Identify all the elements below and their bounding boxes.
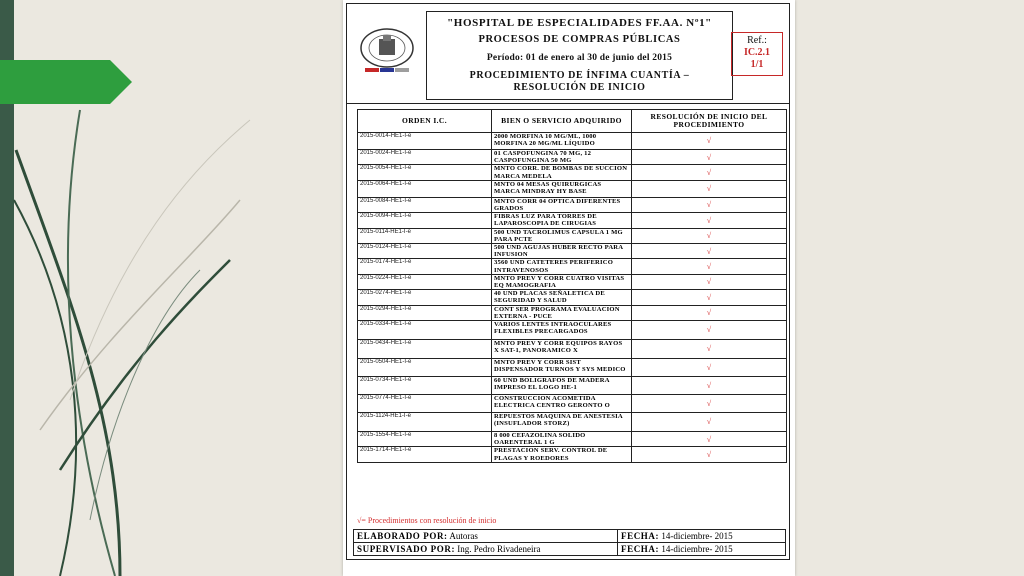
order-cell: 2015-0294-HE1-I-e <box>358 305 492 320</box>
item-cell: 3560 UND CATETERES PERIFERICO INTRAVENOSOS <box>492 259 632 274</box>
resolution-check-cell: √ <box>632 197 787 212</box>
order-cell: 2015-0054-HE1-I-e <box>358 165 492 180</box>
order-cell: 2015-0734-HE1-I-e <box>358 377 492 395</box>
item-cell: CONT SER PROGRAMA EVALUACION EXTERNA - PUCE <box>492 305 632 320</box>
fecha1-value: 14-diciembre- 2015 <box>661 531 733 541</box>
table-row <box>358 150 787 165</box>
legend-note: √= Procedimientos con resolución de inicio <box>357 516 497 525</box>
procurement-table <box>357 109 787 463</box>
header-item: BIEN O SERVICIO ADQUIRIDO <box>492 110 632 133</box>
item-cell: 40 UND PLACAS SEÑALETICA DE SEGURIDAD Y SALUD <box>492 290 632 305</box>
table-row <box>358 259 787 274</box>
table-row <box>358 197 787 212</box>
item-cell: MNTO PREV Y CORR EQUIPOS RAYOS X SAT-1, PANORAMICO X <box>492 340 632 359</box>
fecha2-value: 14-diciembre- 2015 <box>661 544 733 554</box>
order-cell: 2015-0064-HE1-I-e <box>358 180 492 197</box>
procedure-title: PROCEDIMIENTO DE ÍNFIMA CUANTÍA – <box>469 70 690 81</box>
resolution-check-cell: √ <box>632 395 787 413</box>
table-row <box>358 244 787 259</box>
item-cell: MNTO CORR. DE BOMBAS DE SUCCION MARCA MEDELA <box>492 165 632 180</box>
elaborado-label: ELABORADO POR: <box>357 531 448 541</box>
order-cell: 2015-0014-HE1-I-e <box>358 133 492 150</box>
item-cell: VARIOS LENTES INTRAOCULARES FLEXIBLES PRECARGADOS <box>492 321 632 340</box>
resolution-check-cell: √ <box>632 180 787 197</box>
resolution-check-cell: √ <box>632 290 787 305</box>
elaborado-value: Autoras <box>449 531 478 541</box>
resolution-check-cell: √ <box>632 213 787 228</box>
resolution-check-cell: √ <box>632 165 787 180</box>
document-page <box>343 0 795 576</box>
item-cell: 60 UND BOLIGRAFOS DE MADERA IMPRESO EL LOGO HE-1 <box>492 377 632 395</box>
order-cell: 2015-0434-HE1-I-e <box>358 340 492 359</box>
resolution-check-cell: √ <box>632 321 787 340</box>
supervisado-label: SUPERVISADO POR: <box>357 544 456 554</box>
table-row <box>358 133 787 150</box>
ref-label: Ref.: <box>747 35 767 46</box>
fecha2-label: FECHA: <box>621 544 660 554</box>
table-row <box>358 413 787 432</box>
order-cell: 2015-0504-HE1-I-e <box>358 359 492 377</box>
item-cell: 01 CASPOFUNGINA 70 MG, 12 CASPOFUNGINA 50 MG <box>492 150 632 165</box>
order-cell: 2015-0174-HE1-I-e <box>358 259 492 274</box>
item-cell: CONSTRUCCION ACOMETIDA ELECTRICA CENTRO GERONTO O <box>492 395 632 413</box>
resolution-check-cell: √ <box>632 259 787 274</box>
resolution-check-cell: √ <box>632 244 787 259</box>
resolution-check-cell: √ <box>632 228 787 243</box>
order-cell: 2015-0114-HE1-I-e <box>358 228 492 243</box>
resolution-check-cell: √ <box>632 432 787 447</box>
supervisado-cell <box>354 543 618 556</box>
table-row <box>358 290 787 305</box>
footer-elaborado <box>353 529 786 543</box>
fecha1-label: FECHA: <box>621 531 660 541</box>
table-row <box>358 432 787 447</box>
order-cell: 2015-0084-HE1-I-e <box>358 197 492 212</box>
order-cell: 2015-0274-HE1-I-e <box>358 290 492 305</box>
resolution-check-cell: √ <box>632 133 787 150</box>
footer-supervisado <box>353 542 786 556</box>
order-cell: 2015-1554-HE1-I-e <box>358 432 492 447</box>
item-cell: REPUESTOS MAQUINA DE ANESTESIA (INSUFLADOR STORZ) <box>492 413 632 432</box>
resolution-check-cell: √ <box>632 340 787 359</box>
slide-vine-decoration <box>0 0 340 576</box>
item-cell: MNTO PREV Y CORR SIST DISPENSADOR TURNOS Y SYS MEDICO <box>492 359 632 377</box>
period-line: Período: 01 de enero al 30 de junio del 2015 <box>486 53 673 63</box>
order-cell: 2015-0334-HE1-I-e <box>358 321 492 340</box>
table-row <box>358 165 787 180</box>
item-cell: 500 UND TACROLIMUS CAPSULA 1 MG PARA PCTE <box>492 228 632 243</box>
order-cell: 2015-1714-HE1-I-e <box>358 447 492 462</box>
process-title: PROCESOS DE COMPRAS PÚBLICAS <box>478 34 681 45</box>
resolution-check-cell: √ <box>632 150 787 165</box>
reference-box <box>731 32 783 76</box>
item-cell: MNTO 04 MESAS QUIRURGICAS MARCA MINDRAY HY BASE <box>492 180 632 197</box>
order-cell: 2015-0124-HE1-I-e <box>358 244 492 259</box>
table-row <box>358 340 787 359</box>
resolution-check-cell: √ <box>632 359 787 377</box>
supervisado-value: Ing. Pedro Rivadeneira <box>457 544 541 554</box>
fecha1-cell <box>618 530 786 543</box>
header-resolution: RESOLUCIÓN DE INICIO DEL PROCEDIMIENTO <box>632 110 787 133</box>
table-row <box>358 180 787 197</box>
item-cell: 2000 MORFINA 10 MG/ML, 1000 MORFINA 20 MG/ML LÍQUIDO <box>492 133 632 150</box>
procedure-subtitle: RESOLUCIÓN DE INICIO <box>513 82 646 93</box>
elaborado-cell <box>354 530 618 543</box>
order-cell: 2015-0094-HE1-I-e <box>358 213 492 228</box>
resolution-check-cell: √ <box>632 377 787 395</box>
table-row <box>358 359 787 377</box>
item-cell: 8 000 CEFAZOLINA SOLIDO OARENTERAL 1 G <box>492 432 632 447</box>
order-cell: 2015-0774-HE1-I-e <box>358 395 492 413</box>
document-title-box <box>426 11 733 100</box>
table-row <box>358 274 787 289</box>
resolution-check-cell: √ <box>632 447 787 462</box>
ref-page: 1/1 <box>750 59 764 70</box>
table-row <box>358 228 787 243</box>
fecha2-cell <box>618 543 786 556</box>
resolution-check-cell: √ <box>632 274 787 289</box>
table-row <box>358 395 787 413</box>
resolution-check-cell: √ <box>632 413 787 432</box>
table-header-row <box>358 110 787 133</box>
header-separator <box>346 103 790 104</box>
order-cell: 2015-1124-HE1-I-e <box>358 413 492 432</box>
table-row <box>358 377 787 395</box>
table-row <box>358 447 787 462</box>
table-row <box>358 305 787 320</box>
table-row <box>358 321 787 340</box>
table-row <box>358 213 787 228</box>
ref-code: IC.2.1 <box>743 47 771 58</box>
hospital-name: "HOSPITAL DE ESPECIALIDADES FF.AA. Nº1" <box>447 17 712 29</box>
item-cell: FIBRAS LUZ PARA TORRES DE LAPAROSCOPIA DE CIRUGIAS <box>492 213 632 228</box>
hospital-seal-logo <box>357 26 417 78</box>
order-cell: 2015-0024-HE1-I-e <box>358 150 492 165</box>
item-cell: 500 UND AGUJAS HUBER RECTO PARA INFUSION <box>492 244 632 259</box>
item-cell: MNTO PREV Y CORR CUATRO VISITAS EQ MAMOGRAFIA <box>492 274 632 289</box>
item-cell: MNTO CORR 04 OPTICA DIFERENTES GRADOS <box>492 197 632 212</box>
resolution-check-cell: √ <box>632 305 787 320</box>
item-cell: PRESTACION SERV. CONTROL DE PLAGAS Y ROEDORES <box>492 447 632 462</box>
header-order: ORDEN I.C. <box>358 110 492 133</box>
order-cell: 2015-0224-HE1-I-e <box>358 274 492 289</box>
